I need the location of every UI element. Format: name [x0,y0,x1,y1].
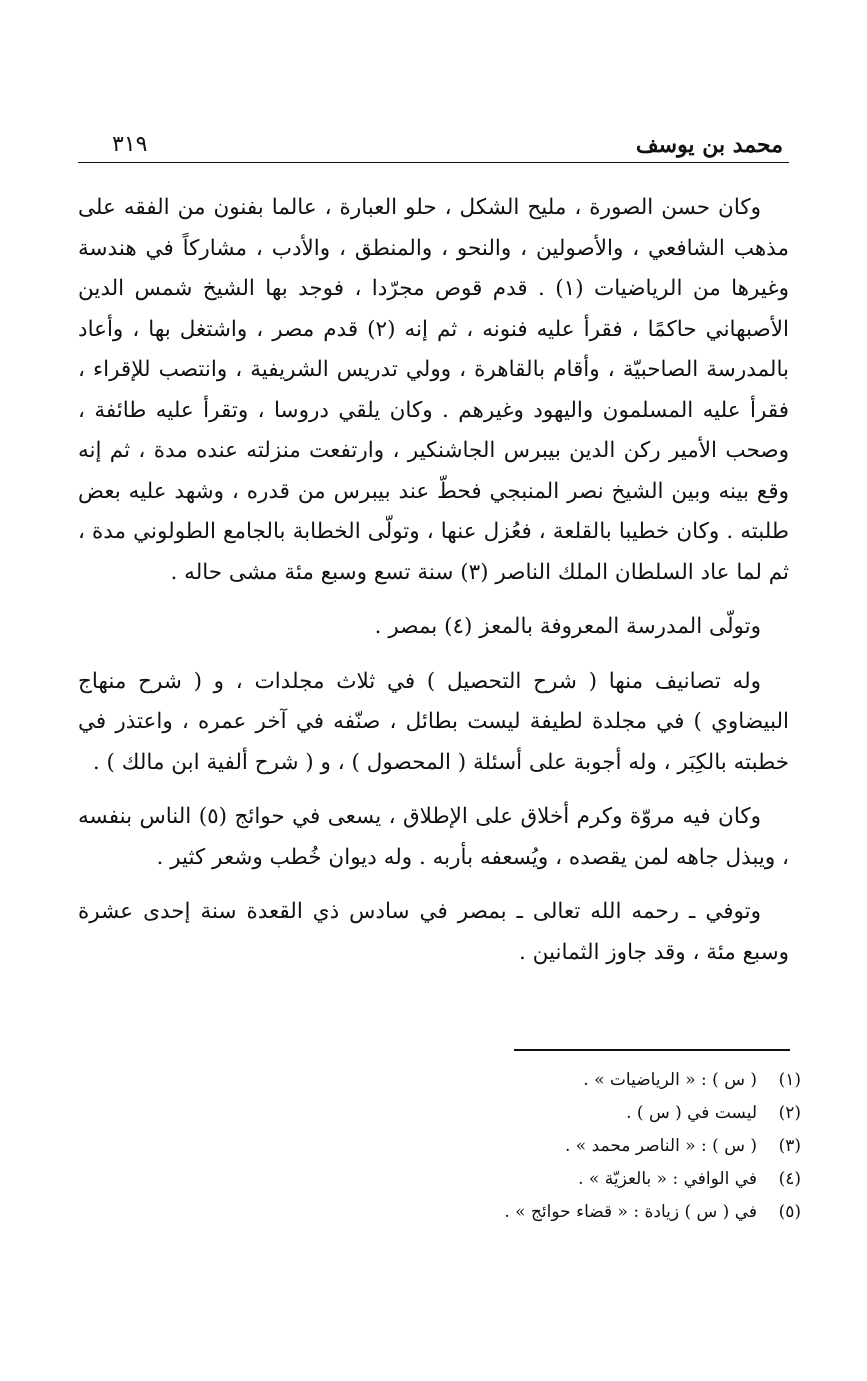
footnote [78,1196,801,1229]
footnotes [78,1064,801,1229]
footnote-text: ( س ) : « الرياضيات » . [583,1070,757,1090]
paragraph: وتوفي ـ رحمه الله تعالى ـ بمصر في سادس ذي القعدة سنة إحدى عشرة وسبع مئة ، وقد جاوز الثمانين . [78,899,789,965]
footnote-text: في الوافي : « بالعزيّة » . [578,1169,757,1189]
footnote [78,1097,801,1130]
running-header [78,124,789,163]
footnote [78,1163,801,1196]
paragraph: وله تصانيف منها ( شرح التحصيل ) في ثلاث مجلدات ، و ( شرح منهاج البيضاوي ) في مجلدة لطيفة ليست بطائل ، صنّفه في آخر عمره ، واعتذر في خطبته بالكِبَر ، وله أجوبة على أسئلة ( المحصول ) ، و ( شرح ألفية ابن مالك ) . [78,668,789,775]
page-number: ٣١٩ [112,131,148,157]
main-text [78,188,789,973]
footnote-mark: (٤) [778,1169,801,1189]
footnote-text: في ( س ) زيادة : « قضاء حوائج » . [504,1202,757,1222]
footnote [78,1130,801,1163]
footnote-text: ليست في ( س ) . [626,1103,757,1123]
footnote [78,1064,801,1097]
footnote-divider [514,1049,790,1051]
paragraph: وكان حسن الصورة ، مليح الشكل ، حلو العبارة ، عالما بفنون من الفقه على مذهب الشافعي ، والأصولين ، والنحو ، والمنطق ، والأدب ، مشاركاً في هندسة وغيرها من الرياضيات (١) . قدم قوص مجرّدا ، فوجد بها الشيخ شمس الدين الأصبهاني حاكمًا ، فقرأ عليه فنونه ، ثم إنه (٢) قدم مصر ، واشتغل بها ، وأعاد بالمدرسة الصاحبيّة ، وأقام بالقاهرة ، وولي تدريس الشريفية ، وانتصب للإقراء ، فقرأ عليه المسلمون واليهود وغيرهم . وكان يلقي دروسا ، وتقرأ عليه طائفة ، وصحب الأمير ركن الدين بيبرس الجاشنكير ، وارتفعت منزلته عنده مدة ، ثم إنه وقع بينه وبين الشيخ نصر المنبجي فحطّ عند بيبرس من قدره ، وشهد عليه بعض طلبته . وكان خطيبا بالقلعة ، فعُزل عنها ، وتولّى الخطابة بالجامع الطولوني مدة ، ثم لما عاد السلطان الملك الناصر (٣) سنة تسع وسبع مئة مشى حاله . [78,195,789,585]
paragraph: وكان فيه مروّة وكرم أخلاق على الإطلاق ، يسعى في حوائج (٥) الناس بنفسه ، ويبذل جاهه لمن يقصده ، ويُسعفه بأربه . وله ديوان خُطب وشعر كثير . [78,804,789,870]
footnote-text: ( س ) : « الناصر محمد » . [564,1136,757,1156]
footnote-mark: (٣) [778,1136,801,1156]
footnote-mark: (٥) [778,1202,801,1222]
paragraph: وتولّى المدرسة المعروفة بالمعز (٤) بمصر . [374,614,761,639]
header-title: محمد بن يوسف [635,131,783,158]
footnote-mark: (٢) [778,1103,801,1123]
footnote-mark: (١) [778,1070,801,1090]
